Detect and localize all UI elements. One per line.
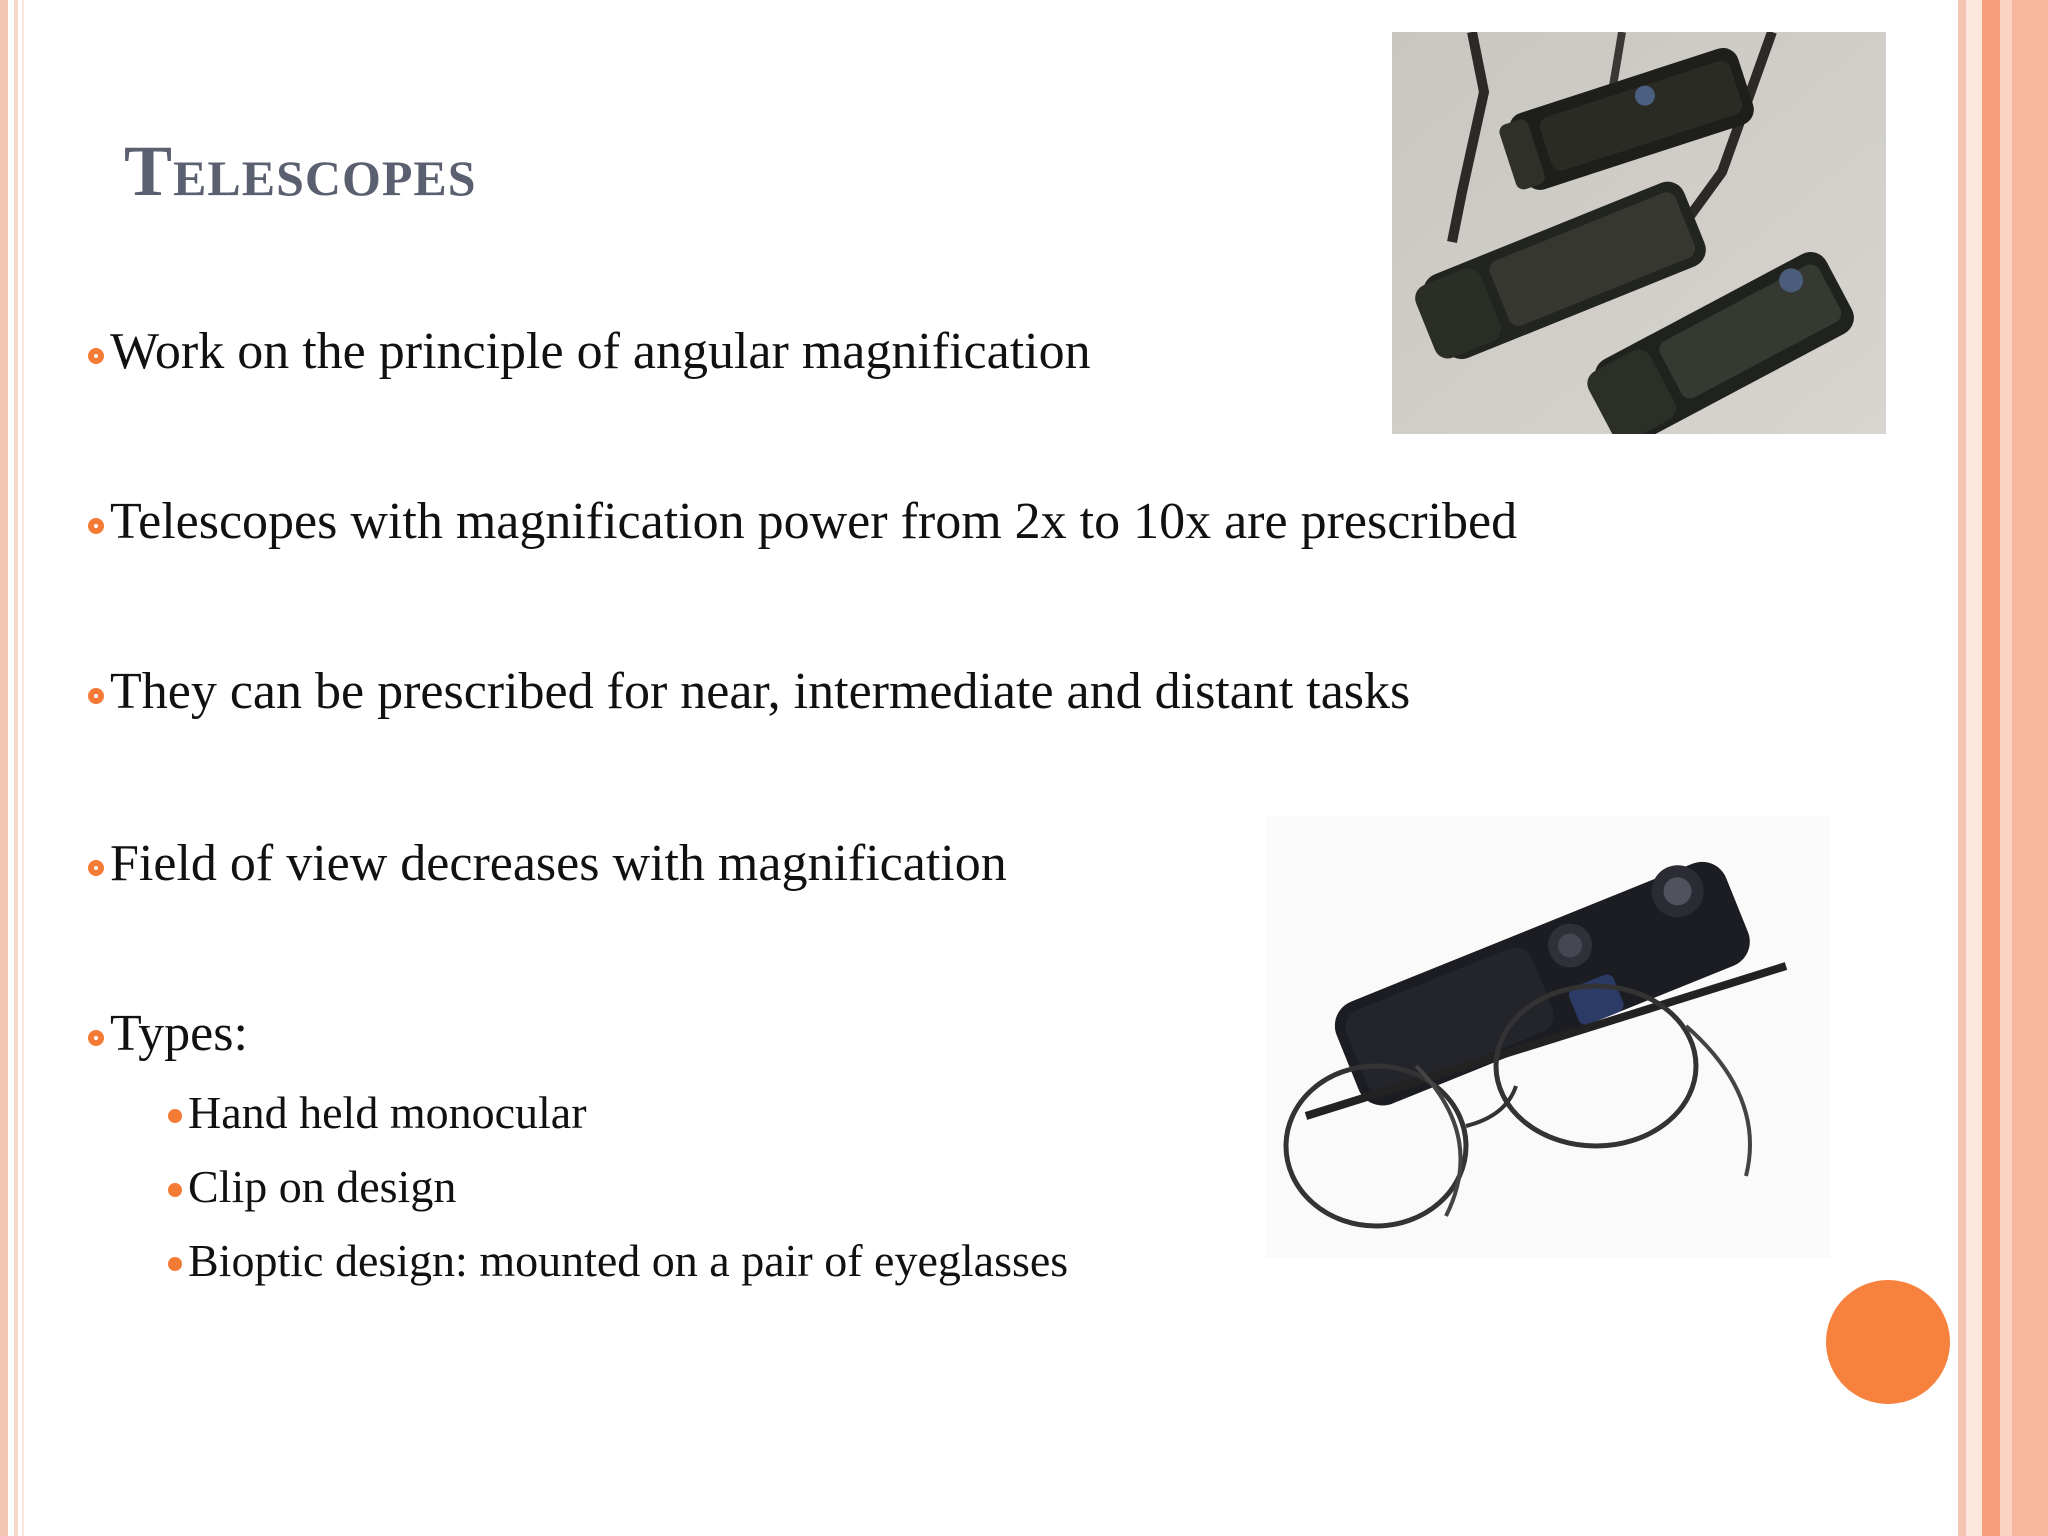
sub-bullet-text: Bioptic design: mounted on a pair of eyeglasses [188,1235,1069,1286]
left-border-band [0,0,8,1536]
bullet-item [88,322,1091,381]
right-border-band [2012,0,2048,1536]
left-border-band-inner [14,0,18,1536]
ring-bullet-icon [88,348,104,364]
bullet-item [88,662,1410,721]
bullet-item [88,1004,248,1063]
ring-bullet-icon [88,860,104,876]
ring-bullet-icon [88,1030,104,1046]
decorative-orange-circle [1826,1280,1950,1404]
sub-bullet-item [168,1160,456,1213]
binoculars-photo [1392,32,1886,434]
bullet-item [88,834,1007,893]
sub-bullet-item [168,1086,587,1139]
bullet-text: Telescopes with magnification power from 2x to 10x are prescribed [110,493,1518,550]
right-border-band [1966,0,1982,1536]
bullet-text: They can be prescribed for near, intermediate and distant tasks [110,663,1411,720]
right-border-band [1982,0,2000,1536]
bullet-item [88,492,1517,551]
bullet-text: Types: [110,1005,248,1062]
right-border-band [1958,0,1966,1536]
left-border-line [22,0,24,1536]
slide-title: Telescopes [124,131,477,211]
dot-bullet-icon [168,1257,182,1271]
sub-bullet-item [168,1234,1068,1287]
bioptic-eyeglasses-photo [1266,816,1830,1258]
sub-bullet-text: Clip on design [188,1161,457,1212]
ring-bullet-icon [88,688,104,704]
eyeglasses-illustration [1266,816,1830,1258]
binoculars-illustration [1392,32,1886,434]
sub-bullet-text: Hand held monocular [188,1087,587,1138]
bullet-text: Field of view decreases with magnification [110,835,1007,892]
dot-bullet-icon [168,1109,182,1123]
right-border-band [2000,0,2012,1536]
bullet-text: Work on the principle of angular magnification [110,323,1091,380]
ring-bullet-icon [88,518,104,534]
dot-bullet-icon [168,1183,182,1197]
